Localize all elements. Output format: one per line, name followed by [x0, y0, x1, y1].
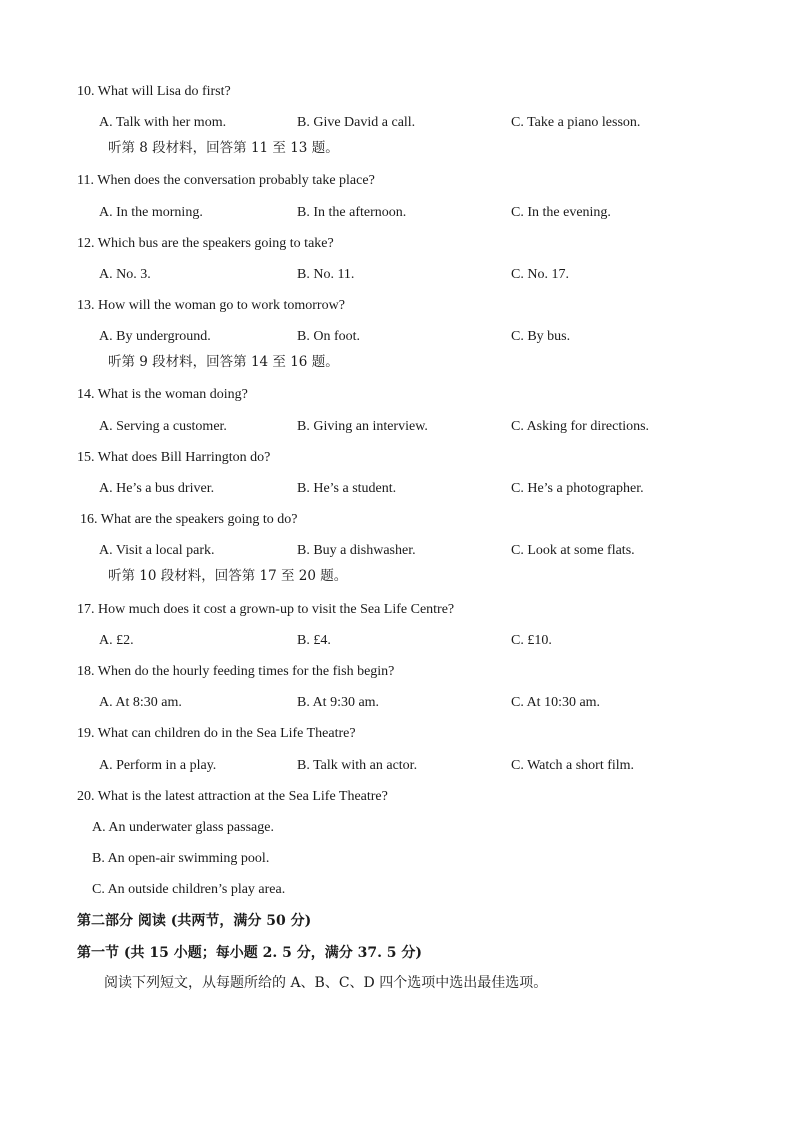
- option-14a: A. Serving a customer.: [99, 419, 227, 434]
- question-14: 14. What is the woman doing?: [77, 387, 248, 402]
- question-19: 19. What can children do in the Sea Life Theatre?: [77, 726, 356, 741]
- option-18c: C. At 10:30 am.: [511, 695, 601, 710]
- option-12c: C. No. 17.: [511, 267, 569, 282]
- option-12a: A. No. 3.: [99, 267, 151, 282]
- question-15: 15. What does Bill Harrington do?: [77, 450, 271, 465]
- question-20: 20. What is the latest attraction at the Sea Life Theatre?: [77, 789, 388, 804]
- option-18a: A. At 8:30 am.: [99, 695, 182, 710]
- option-10c: C. Take a piano lesson.: [511, 115, 641, 130]
- option-16b: B. Buy a dishwasher.: [297, 543, 416, 558]
- option-17b: B. £4.: [297, 633, 331, 648]
- option-19a: A. Perform in a play.: [99, 758, 217, 773]
- question-16: 16. What are the speakers going to do?: [80, 512, 298, 527]
- section-instruction-8: 听第 8 段材料，回答第 11 至 13 题。: [108, 140, 339, 156]
- option-10b: B. Give David a call.: [297, 115, 416, 130]
- option-14c: C. Asking for directions.: [511, 419, 650, 434]
- question-18: 18. When do the hourly feeding times for the fish begin?: [77, 664, 395, 679]
- reading-instruction: 阅读下列短文，从每题所给的 A、B、C、D 四个选项中选出最佳选项。: [104, 975, 548, 991]
- option-20a: A. An underwater glass passage.: [92, 820, 274, 835]
- option-15a: A. He’s a bus driver.: [99, 481, 215, 496]
- option-15c: C. He’s a photographer.: [511, 481, 644, 496]
- option-13a: A. By underground.: [99, 329, 211, 344]
- option-19b: B. Talk with an actor.: [297, 758, 418, 773]
- option-14b: B. Giving an interview.: [297, 419, 428, 434]
- option-18b: B. At 9:30 am.: [297, 695, 380, 710]
- part-two-heading: 第二部分 阅读 (共两节，满分 50 分): [77, 913, 312, 929]
- option-16c: C. Look at some flats.: [511, 543, 635, 558]
- option-13c: C. By bus.: [511, 329, 571, 344]
- question-11: 11. When does the conversation probably take place?: [77, 173, 375, 188]
- option-11c: C. In the evening.: [511, 205, 611, 220]
- option-10a: A. Talk with her mom.: [99, 115, 227, 130]
- option-20b: B. An open-air swimming pool.: [92, 851, 270, 866]
- section-instruction-9: 听第 9 段材料，回答第 14 至 16 题。: [108, 354, 339, 370]
- option-11b: B. In the afternoon.: [297, 205, 407, 220]
- option-17a: A. £2.: [99, 633, 134, 648]
- option-16a: A. Visit a local park.: [99, 543, 215, 558]
- option-15b: B. He’s a student.: [297, 481, 397, 496]
- section-instruction-10: 听第 10 段材料，回答第 17 至 20 题。: [108, 568, 348, 584]
- section-one-heading: 第一节 (共 15 小题；每小题 2. 5 分，满分 37. 5 分): [77, 945, 423, 961]
- option-17c: C. £10.: [511, 633, 552, 648]
- option-11a: A. In the morning.: [99, 205, 203, 220]
- option-13b: B. On foot.: [297, 329, 360, 344]
- option-20c: C. An outside children’s play area.: [92, 882, 286, 897]
- option-12b: B. No. 11.: [297, 267, 355, 282]
- question-10: 10. What will Lisa do first?: [77, 84, 231, 99]
- question-13: 13. How will the woman go to work tomorrow?: [77, 298, 345, 313]
- question-17: 17. How much does it cost a grown-up to visit the Sea Life Centre?: [77, 602, 455, 617]
- option-19c: C. Watch a short film.: [511, 758, 635, 773]
- question-12: 12. Which bus are the speakers going to take?: [77, 236, 334, 251]
